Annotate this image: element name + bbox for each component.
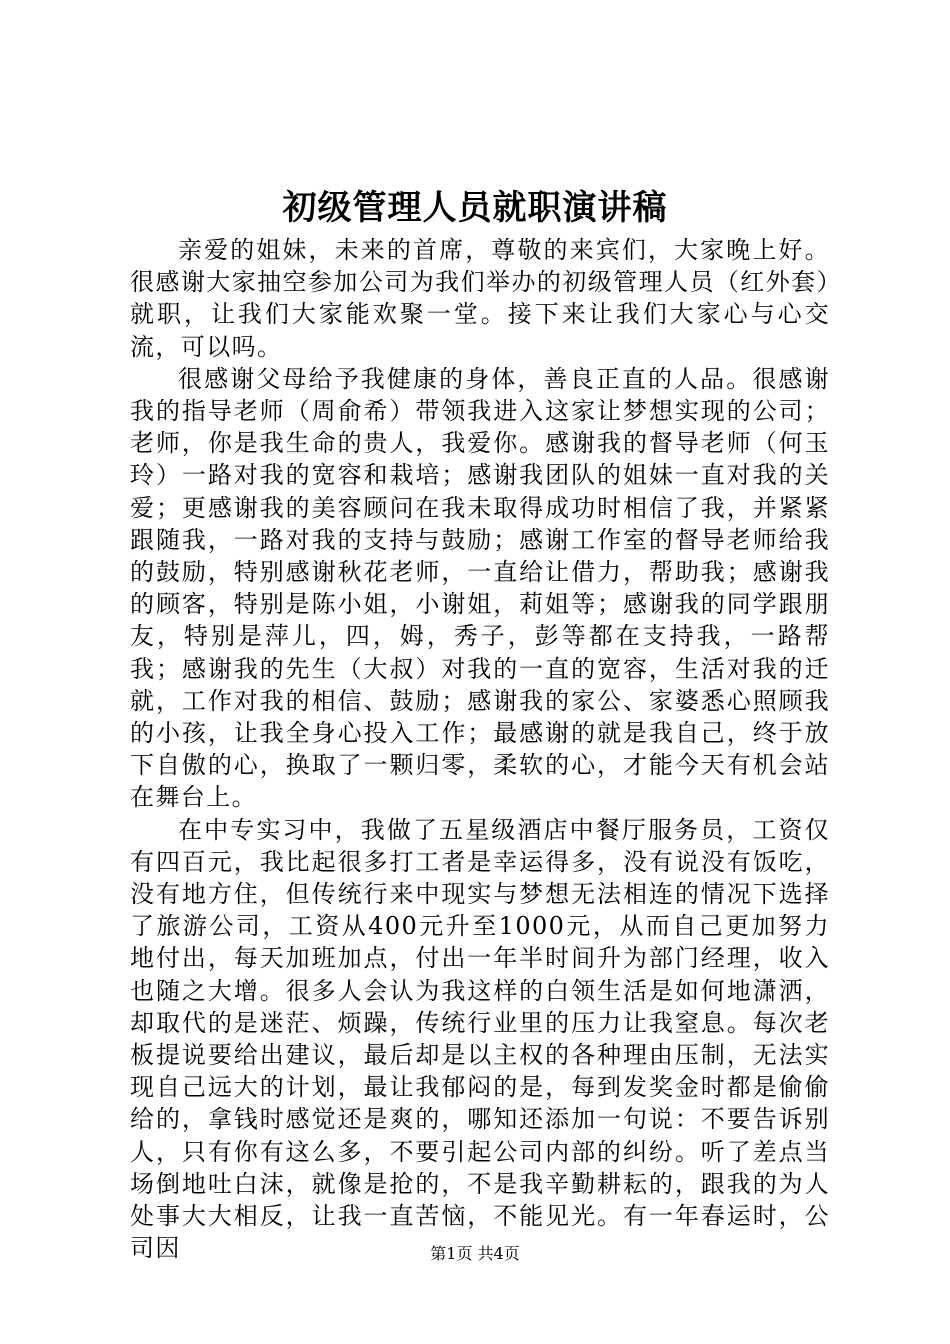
document-body (130, 234, 830, 1265)
paragraph-thanks: 很感谢父母给予我健康的身体，善良正直的人品。很感谢我的指导老师（周俞希）带领我进入这家让梦想实现的公司；老师，你是我生命的贵人，我爱你。感谢我的督导老师（何玉玲）一路对我的宽容和栽培；感谢我团队的姐妹一直对我的关爱；更感谢我的美容顾问在我未取得成功时相信了我，并紧紧跟随我，一路对我的支持与鼓励；感谢工作室的督导老师给我的鼓励，特别感谢秋花老师，一直给让借力，帮助我；感谢我的顾客，特别是陈小姐，小谢姐，莉姐等；感谢我的同学跟朋友，特别是萍儿，四，姆，秀子，彭等都在支持我，一路帮我；感谢我的先生（大叔）对我的一直的宽容，生活对我的迁就，工作对我的相信、鼓励；感谢我的家公、家婆悉心照顾我的小孩，让我全身心投入工作；最感谢的就是我自己，终于放下自傲的心，换取了一颗归零，柔软的心，才能今天有机会站在舞台上。 (130, 364, 830, 812)
paragraph-experience: 在中专实习中，我做了五星级酒店中餐厅服务员，工资仅有四百元，我比起很多打工者是幸运得多，没有说没有饭吃，没有地方住，但传统行来中现实与梦想无法相连的情况下选择了旅游公司，工资从400元升至1000元，从而自己更加努力地付出，每天加班加点，付出一年半时间升为部门经理，收入也随之大增。很多人会认为我这样的白领生活是如何地潇洒，却取代的是迷茫、烦躁，传统行业里的压力让我窒息。每次老板提说要给出建议，最后却是以主权的各种理由压制，无法实现自己远大的计划，最让我郁闷的是，每到发奖金时都是偷偷给的，拿钱时感觉还是爽的，哪知还添加一句说：不要告诉别人，只有你有这么多，不要引起公司内部的纠纷。听了差点当场倒地吐白沫，就像是抢的，不是我辛勤耕耘的，跟我的为人处事大大相反，让我一直苦恼，不能见光。有一年春运时，公司因 (130, 815, 830, 1263)
page-footer: 第1页 共4页 (430, 1244, 520, 1263)
document-title: 初级管理人员就职演讲稿 (282, 188, 668, 228)
paragraph-greeting: 亲爱的姐妹，未来的首席，尊敬的来宾们，大家晚上好。很感谢大家抽空参加公司为我们举办的初级管理人员（红外套）就职，让我们大家能欢聚一堂。接下来让我们大家心与心交流，可以吗。 (130, 236, 830, 361)
